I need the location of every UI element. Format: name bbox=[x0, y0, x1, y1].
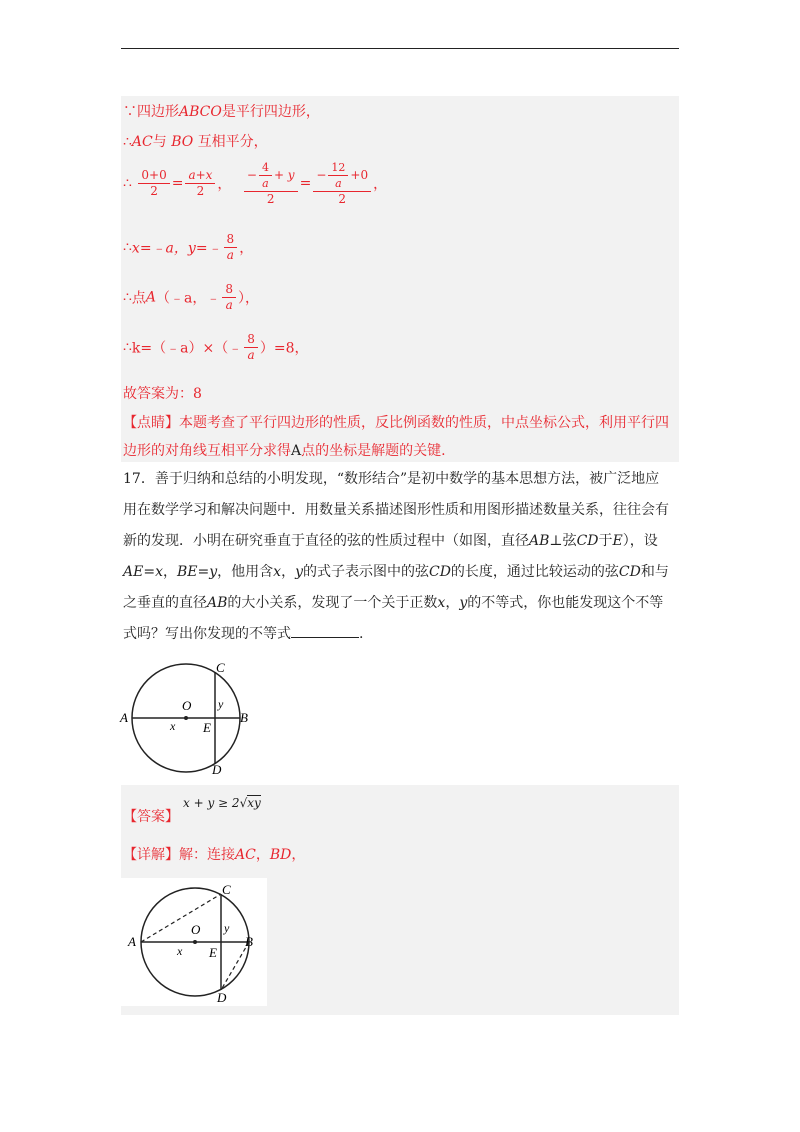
solution-line-2 bbox=[123, 131, 268, 151]
label-D: D bbox=[212, 762, 222, 775]
text: 与 bbox=[152, 134, 167, 150]
center-dot bbox=[193, 940, 197, 944]
text bbox=[313, 160, 371, 192]
text bbox=[244, 332, 258, 363]
therefore-symbol: ∴ bbox=[123, 175, 132, 192]
text: +0 bbox=[350, 168, 369, 182]
text: 【详解】 bbox=[123, 847, 179, 863]
text: a bbox=[247, 348, 255, 362]
text bbox=[123, 557, 678, 588]
text: − bbox=[246, 168, 257, 182]
text: 四边形 bbox=[137, 104, 179, 120]
label-B: B bbox=[240, 710, 248, 725]
text: 和与 bbox=[640, 564, 669, 580]
text: ， bbox=[373, 176, 388, 193]
text: 2 bbox=[150, 184, 158, 198]
text: a bbox=[225, 298, 233, 312]
text: AB bbox=[529, 533, 550, 549]
text: AC bbox=[235, 847, 256, 863]
text bbox=[224, 232, 238, 263]
center-dot bbox=[184, 716, 188, 720]
text: a+x bbox=[185, 168, 215, 184]
text: CD bbox=[428, 564, 451, 580]
comment-line-2 bbox=[123, 440, 446, 460]
text: ，他用含 bbox=[217, 564, 274, 580]
text: = bbox=[197, 564, 210, 580]
answer-expression: x + y ≥ 2 bbox=[183, 796, 240, 810]
text: BO bbox=[171, 134, 194, 150]
text: 2 bbox=[266, 192, 275, 206]
text: 新的发现．小明在研究垂直于直径的弦的性质过程中（如图，直径 bbox=[123, 533, 529, 549]
text: 本题考查了平行四边形的性质，反比例函数的性质，中点坐标公式，利用平行四 bbox=[179, 415, 669, 431]
text: A bbox=[145, 289, 157, 306]
text: ⊥弦 bbox=[549, 533, 577, 549]
text: 4 bbox=[259, 160, 272, 176]
label-y: y bbox=[218, 697, 224, 711]
text: 边形的对角线互相平分求得 bbox=[123, 443, 291, 459]
text: ， bbox=[162, 564, 177, 580]
answer-tag: 【答案】 bbox=[123, 809, 179, 825]
text: 解：连接 bbox=[179, 847, 235, 863]
text bbox=[259, 160, 272, 191]
problem-17-text bbox=[123, 464, 678, 650]
text: CD bbox=[618, 564, 641, 580]
text: = bbox=[299, 175, 312, 192]
text: 17．善于归纳和总结的小明发现，“数形结合”是初中数学的基本思想方法，被广泛地应 bbox=[123, 471, 660, 487]
fraction-4 bbox=[313, 160, 371, 207]
text: 8 bbox=[224, 232, 238, 248]
text: ∴ bbox=[123, 289, 132, 306]
text: y bbox=[459, 595, 468, 611]
text: x bbox=[273, 564, 282, 580]
text: xy bbox=[247, 796, 261, 810]
text: 用在数学学习和解决问题中．用数量关系描述图形性质和用图形描述数量关系，往往会有 bbox=[123, 502, 669, 518]
text: 8 bbox=[244, 332, 258, 348]
answer-line: 故答案为：8 bbox=[123, 386, 202, 402]
text: 点 bbox=[131, 290, 146, 307]
text: − bbox=[316, 168, 327, 182]
text: x bbox=[437, 595, 446, 611]
text: 是平行四边形， bbox=[221, 104, 320, 120]
text: y bbox=[295, 564, 303, 580]
detail-17-line bbox=[123, 844, 305, 864]
text: 点的坐标是解题的关键. bbox=[301, 443, 446, 459]
text: ， bbox=[255, 847, 270, 863]
therefore-symbol: ∴ bbox=[123, 134, 132, 150]
text: ∴ bbox=[123, 239, 132, 256]
text bbox=[123, 588, 678, 619]
text: a bbox=[226, 248, 234, 262]
text: x bbox=[155, 564, 163, 580]
comment-tag: 【点睛】 bbox=[123, 415, 179, 431]
fraction-1 bbox=[138, 168, 169, 199]
dashed-AC bbox=[141, 894, 221, 942]
text: 2 bbox=[338, 192, 347, 206]
because-symbol: ∵ bbox=[123, 104, 137, 120]
text: BE bbox=[176, 564, 198, 580]
text: 0+0 bbox=[138, 168, 169, 184]
text: ）， bbox=[238, 290, 260, 307]
solution-line-3 bbox=[123, 160, 387, 207]
label-D: D bbox=[217, 990, 227, 1005]
solution-line-5 bbox=[123, 282, 259, 313]
text: ）=8， bbox=[259, 340, 309, 357]
text: A bbox=[291, 443, 302, 459]
text: = bbox=[143, 564, 156, 580]
text: x=﹣a， bbox=[131, 240, 188, 257]
text: BD bbox=[269, 847, 292, 863]
text: 之垂直的直径 bbox=[123, 595, 207, 611]
label-C: C bbox=[222, 882, 231, 897]
text: ， bbox=[239, 240, 254, 257]
text: = bbox=[171, 175, 184, 192]
answer-17-line bbox=[123, 792, 261, 825]
solution-line-1 bbox=[123, 101, 320, 121]
text: 8 bbox=[222, 282, 236, 298]
label-x: x bbox=[170, 719, 176, 733]
circle-figure-1 bbox=[118, 660, 263, 775]
fraction-2 bbox=[185, 168, 215, 199]
solution-line-6 bbox=[123, 332, 309, 363]
label-B: B bbox=[245, 934, 253, 949]
label-A: A bbox=[128, 934, 136, 949]
text: 的式子表示图中的弦 bbox=[302, 564, 429, 580]
text: 的长度，通过比较运动的弦 bbox=[450, 564, 619, 580]
label-E: E bbox=[203, 720, 211, 735]
text: AB bbox=[207, 595, 228, 611]
text: a bbox=[335, 177, 342, 190]
text: ， bbox=[445, 595, 460, 611]
text bbox=[244, 160, 298, 192]
text bbox=[123, 526, 678, 557]
label-E: E bbox=[209, 945, 217, 960]
text: 12 bbox=[328, 160, 348, 176]
text: k=（﹣a）×（﹣ bbox=[131, 340, 243, 357]
text bbox=[123, 619, 678, 650]
text: ， bbox=[217, 176, 232, 193]
answer-blank bbox=[291, 623, 359, 638]
text: y bbox=[209, 564, 218, 580]
text: a bbox=[262, 177, 269, 190]
text: 互相平分， bbox=[197, 134, 268, 150]
sqrt-sign: √ bbox=[239, 796, 248, 810]
solution-line-4 bbox=[123, 232, 253, 263]
text bbox=[222, 282, 236, 313]
circle-figure-2 bbox=[121, 880, 267, 1005]
text: AE bbox=[123, 564, 144, 580]
label-A: A bbox=[120, 710, 128, 725]
text: AC bbox=[131, 134, 153, 150]
text: + y bbox=[273, 168, 295, 182]
text: . bbox=[359, 626, 364, 642]
text: y=﹣ bbox=[187, 240, 222, 257]
text: CD bbox=[576, 533, 599, 549]
text: E bbox=[612, 533, 623, 549]
label-y: y bbox=[224, 921, 230, 935]
text: 的不等式，你也能发现这个不等 bbox=[467, 595, 664, 611]
text: ∴ bbox=[123, 339, 132, 356]
text: 2 bbox=[196, 184, 205, 198]
text: 的大小关系，发现了一个关于正数 bbox=[227, 595, 438, 611]
label-x: x bbox=[177, 944, 183, 958]
label-O: O bbox=[191, 922, 201, 937]
dashed-BD bbox=[221, 942, 249, 990]
text: 于 bbox=[598, 533, 613, 549]
text: 式吗？写出你发现的不等式 bbox=[123, 626, 291, 642]
comment-line-1 bbox=[123, 412, 669, 432]
label-O: O bbox=[182, 698, 192, 713]
text bbox=[328, 160, 348, 191]
text: ， bbox=[291, 847, 306, 863]
text: ABCO bbox=[179, 104, 222, 120]
label-C: C bbox=[216, 660, 225, 675]
header-rule bbox=[121, 48, 679, 49]
fraction-3 bbox=[244, 160, 298, 207]
text: ），设 bbox=[622, 533, 658, 549]
text: ， bbox=[281, 564, 296, 580]
text: （﹣a，﹣ bbox=[156, 290, 221, 307]
